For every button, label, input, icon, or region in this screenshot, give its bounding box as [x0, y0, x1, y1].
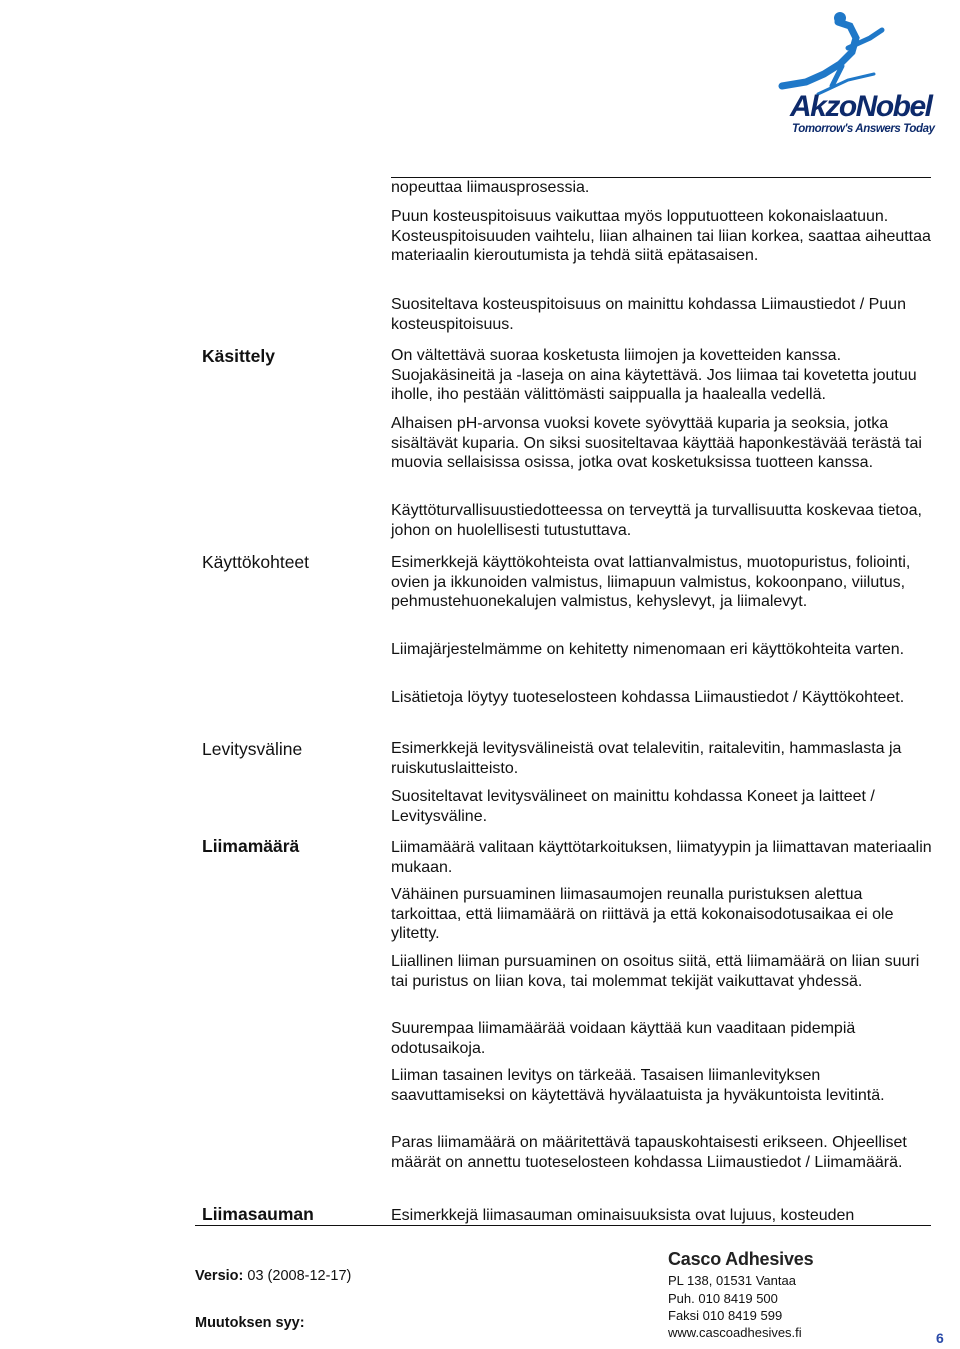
section-label-liimamaara: Liimamäärä — [202, 836, 300, 856]
company-address: PL 138, 01531 Vantaa — [668, 1273, 796, 1288]
company-fax: Faksi 010 8419 599 — [668, 1308, 783, 1323]
company-name: Casco Adhesives — [668, 1249, 814, 1269]
akzonobel-logo — [778, 8, 948, 138]
version-line — [195, 1268, 351, 1284]
section-label-kasittely: Käsittely — [202, 346, 275, 366]
paragraph: Liiman tasainen levitys on tärkeää. Tasaisen liimanlevityksen saavuttamiseksi on käytettävä hyvälaatuista ja hyväkuntoista levitintä. — [391, 1067, 885, 1104]
company-phone: Puh. 010 8419 500 — [668, 1291, 778, 1306]
brand-name: AkzoNobel — [790, 90, 932, 123]
paragraph: Liimamäärä valitaan käyttötarkoituksen, liimatyypin ja liimattavan materiaalin mukaan. — [391, 839, 932, 876]
paragraph: Käyttöturvallisuustiedotteessa on terveyttä ja turvallisuutta koskevaa tietoa, johon on huolellisesti tutustuttava. — [391, 502, 922, 539]
paragraph: Liiallinen liiman pursuaminen on osoitus siitä, että liimamäärä on liian suuri tai puristus on liian kova, tai molemmat tekijät vaikuttavat yhdessä. — [391, 953, 920, 990]
section-label-liimasauman: Liimasauman — [202, 1204, 314, 1224]
paragraph: Suositeltava kosteuspitoisuus on mainittu kohdassa Liimaustiedot / Puun kosteuspitoisuus. — [391, 296, 906, 333]
paragraph: nopeuttaa liimausprosessia. — [391, 179, 590, 196]
page-number: 6 — [936, 1330, 944, 1346]
paragraph: On vältettävä suoraa kosketusta liimojen ja kovetteiden kanssa. Suojakäsineitä ja -laseja on aina käytettävä. Jos liimaa tai kovetetta joutuu iholle, iho pestään välittömästi saippualla ja haalealla vedellä. — [391, 347, 917, 404]
brand-tagline: Tomorrow's Answers Today — [792, 123, 935, 135]
section-label-levitysvaline: Levitysväline — [202, 739, 303, 759]
paragraph: Liimajärjestelmämme on kehitetty nimenomaan eri käyttökohteita varten. — [391, 641, 905, 658]
paragraph: Suositeltavat levitysvälineet on mainittu kohdassa Koneet ja laitteet / Levitysväline. — [391, 788, 875, 825]
paragraph: Esimerkkejä käyttökohteista ovat lattianvalmistus, muotopuristus, foliointi, ovien ja ikkunoiden valmistus, liimapuun valmistus, kokoonpano, viilutus, pehmustehuonekalujen valmistus, kehyslevyt, ja liimalevyt. — [391, 554, 911, 611]
change-reason-label: Muutoksen syy: — [195, 1315, 305, 1331]
paragraph: Puun kosteuspitoisuus vaikuttaa myös lopputuotteen kokonaislaatuun. Kosteuspitoisuuden vaihtelu, liian alhainen tai liian korkea, saattaa aiheuttaa materiaalin kieroutumista ja tehdä siitä epätasaisen. — [391, 208, 931, 265]
paragraph: Alhaisen pH-arvonsa vuoksi kovete syövyttää kuparia ja seoksia, jotka sisältävät kuparia. On siksi suositeltavaa käyttää haponkestävää terästä tai muovia sellaisissa osissa, jotka ovat kosketuksissa tuotteen kanssa. — [391, 415, 922, 472]
paragraph: Paras liimamäärä on määritettävä tapauskohtaisesti erikseen. Ohjeelliset määrät on annettu tuoteselosteen kohdassa Liimaustiedot / Liimamäärä. — [391, 1134, 907, 1171]
paragraph: Esimerkkejä liimasauman ominaisuuksista ovat lujuus, kosteuden — [391, 1207, 855, 1224]
section-label-kayttokohteet: Käyttökohteet — [202, 552, 310, 572]
version-label: Versio: — [195, 1268, 244, 1284]
paragraph: Lisätietoja löytyy tuoteselosteen kohdassa Liimaustiedot / Käyttökohteet. — [391, 689, 905, 706]
paragraph: Suurempaa liimamäärää voidaan käyttää kun vaaditaan pidempiä odotusaikoja. — [391, 1020, 856, 1057]
version-value: 03 (2008-12-17) — [247, 1268, 352, 1284]
paragraph: Esimerkkejä levitysvälineistä ovat telalevitin, raitalevitin, hammaslasta ja ruiskutuslaitteisto. — [391, 740, 902, 777]
paragraph: Vähäinen pursuaminen liimasaumojen reunalla puristuksen alettua tarkoittaa, että liimamäärä on riittävä ja että kokonaisodotusaikaa ei ole ylitetty. — [391, 886, 894, 943]
company-website[interactable]: www.cascoadhesives.fi — [668, 1325, 802, 1340]
figure-emblem-icon — [778, 8, 948, 98]
